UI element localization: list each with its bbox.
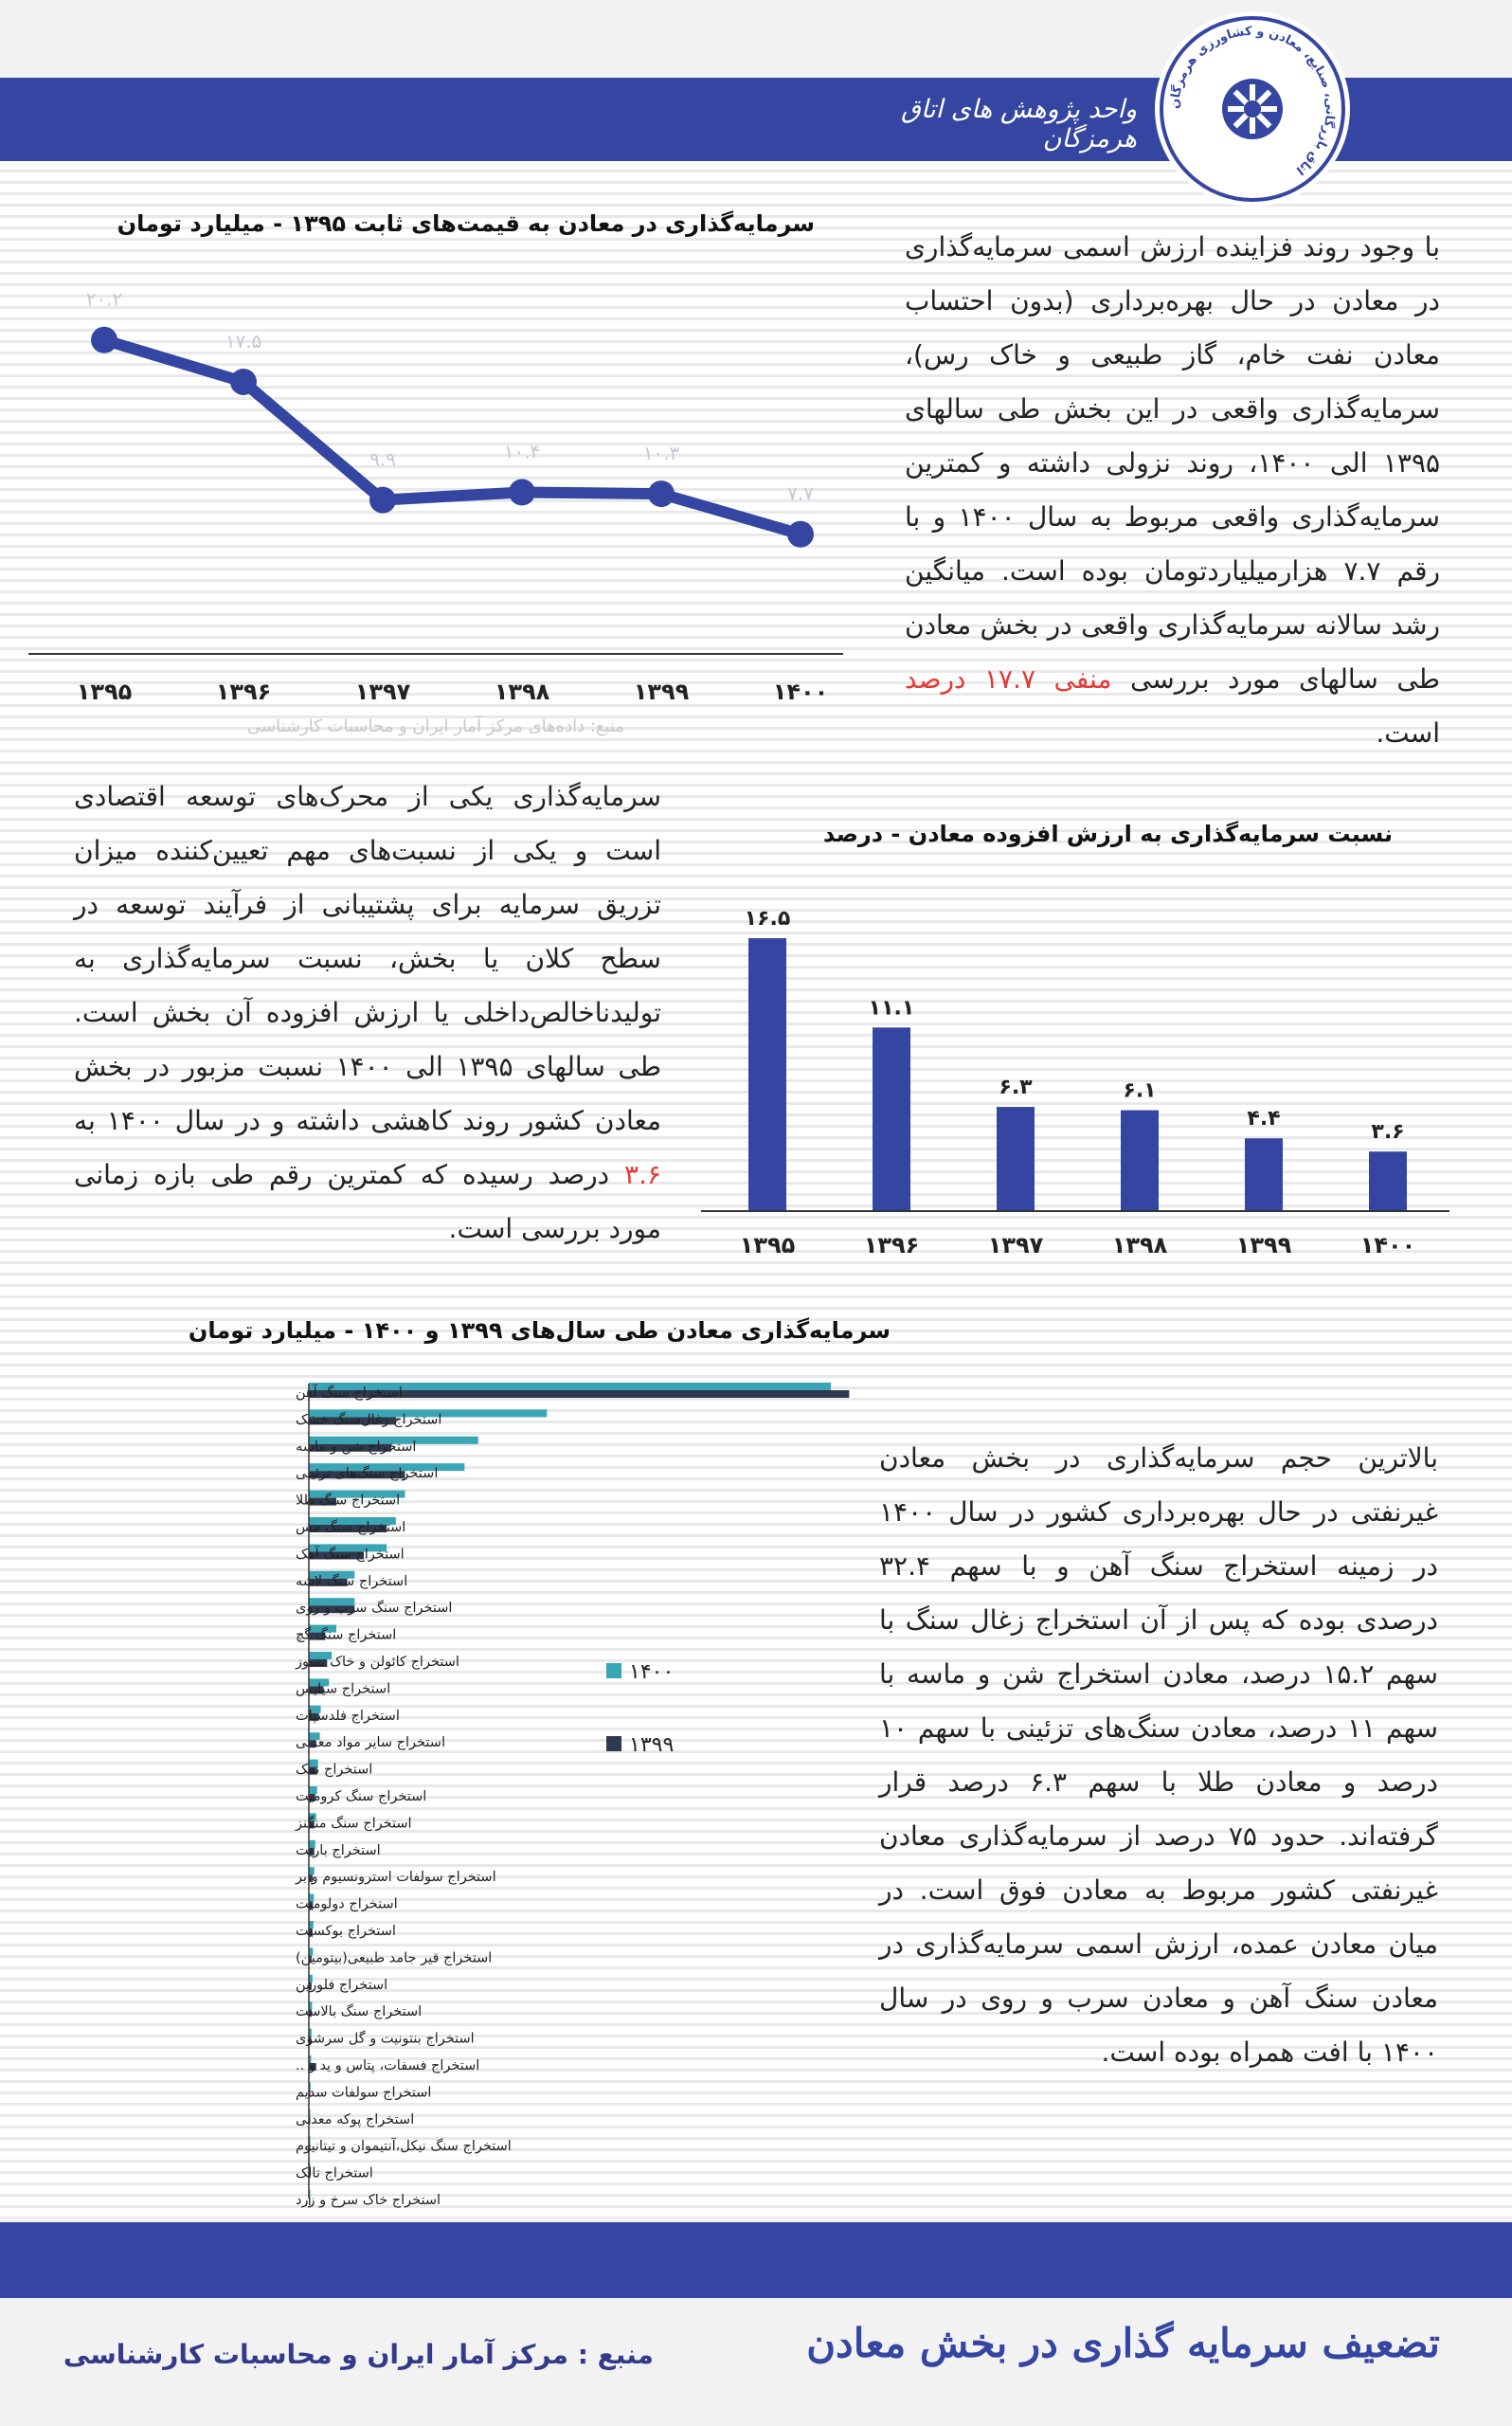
line-chart-real-investment [28, 265, 843, 739]
y-tick-label: استخراج فلورین [296, 1977, 388, 1993]
paragraph-text: است. [1376, 717, 1440, 749]
data-label: ۴.۴ [1247, 1107, 1281, 1132]
research-unit-name: واحد پژوهش های اتاق هرمزگان [900, 95, 1137, 154]
footer-band [0, 2222, 1512, 2298]
bar [1121, 1111, 1159, 1211]
x-tick-label: ۱۳۹۵ [739, 1232, 796, 1258]
chart-title-investment-ratio: نسبت سرمایه‌گذاری به ارزش افزوده معادن - درصد [822, 821, 1393, 847]
x-tick-label: ۱۳۹۹ [633, 679, 690, 705]
paragraph-text: با وجود روند فزاینده ارزش اسمی سرمایه‌گذاری در معادن در حال بهره‌برداری (بدون احتساب معادن نفت خام، گاز طبیعی و خاک رس)، سرمایه‌گذاری واقعی در این بخش طی سالهای ۱۳۹۵ الی ۱۴۰۰، روند نزولی داشته و کمترین سرمایه‌گذاری واقعی مربوط به سال ۱۴۰۰ و با رقم ۷.۷ هزارمیلیاردتومان بوده است. میانگین رشد سالانه سرمایه‌گذاری واقعی در بخش معادن طی سالهای مورد بررسی [905, 231, 1441, 695]
x-tick-label: ۱۳۹۸ [494, 679, 550, 705]
bar [997, 1107, 1035, 1211]
chart-title-real-investment: سرمایه‌گذاری در معادن به قیمت‌های ثابت ۱۳۹۵ - میلیارد تومان [117, 210, 815, 237]
y-tick-label: استخراج سنگ مس [296, 1520, 406, 1535]
x-tick-label: ۱۳۹۹ [1235, 1232, 1292, 1258]
legend-swatch-1400 [606, 1663, 621, 1678]
x-tick-label: ۱۳۹۶ [863, 1232, 920, 1258]
y-tick-label: استخراج نمک [296, 1762, 373, 1778]
footer-title: تضعیف سرمایه گذاری در بخش معادن [806, 2320, 1440, 2366]
y-tick-label: استخراج شن و ماسه [296, 1439, 417, 1455]
data-point [648, 480, 675, 507]
chart-legend [606, 1660, 674, 1757]
y-tick-label: استخراج سنگ کرومیت [296, 1789, 427, 1804]
legend-swatch-1399 [606, 1736, 621, 1751]
data-label: ۹.۹ [369, 447, 396, 471]
data-label: ۷.۷ [787, 481, 814, 505]
y-tick-label: استخراج سیلیس [296, 1681, 391, 1697]
paragraph-investment-ratio [74, 769, 661, 1256]
data-label: ۳.۶ [1371, 1120, 1405, 1145]
x-tick-label: ۱۴۰۰ [1359, 1232, 1416, 1258]
y-tick-label: استخراج سنگ طلا [296, 1493, 401, 1509]
x-tick-label: ۱۳۹۷ [354, 679, 411, 705]
legend-label-1399: ۱۳۹۹ [629, 1733, 675, 1757]
y-tick-label: استخراج سولفات استرونسیوم و بر [296, 1870, 496, 1886]
bar-chart-investment-by-mine [0, 1365, 872, 2218]
data-point [230, 369, 257, 395]
legend-label-1400: ۱۴۰۰ [629, 1660, 675, 1684]
data-point [369, 487, 396, 514]
y-tick-label: استخراج باریت [296, 1842, 381, 1858]
y-tick-label: استخراج دولومیت [296, 1896, 398, 1912]
logo-lettering: اتاق بازرگانی، صنایع، معادن و کشاورزی هرمزگان [1167, 24, 1338, 178]
data-point [509, 479, 535, 505]
highlight-growth-rate: منفی ۱۷.۷ درصد [905, 663, 1112, 695]
x-tick-label: ۱۳۹۷ [987, 1232, 1044, 1258]
data-point [91, 327, 117, 353]
y-tick-label: استخراج خاک سرخ و زرد [296, 2193, 441, 2208]
paragraph-real-investment [905, 220, 1440, 760]
y-tick-label: استخراج تالک [296, 2165, 373, 2182]
y-tick-label: استخراج سنگ آهن [296, 1385, 403, 1401]
y-tick-label: استخراج سایر مواد معدنی [296, 1735, 445, 1751]
y-tick-label: استخراج زغال‌سنگ خشک [296, 1412, 442, 1428]
y-tick-label: استخراج بوکسیت [296, 1924, 396, 1939]
bar-chart-investment-ratio [701, 862, 1449, 1279]
y-tick-label: استخراج سنگ بالاست [296, 2004, 423, 2020]
y-tick-label: استخراج سنگ نیکل،آنتیموان و تیتانیوم [296, 2139, 512, 2155]
y-tick-label: استخراج سنگ گچ [296, 1627, 397, 1643]
x-tick-label: ۱۳۹۸ [1111, 1232, 1168, 1258]
data-label: ۱۷.۵ [225, 330, 262, 353]
chart-title-investment-by-mine: سرمایه‌گذاری معادن طی سال‌های ۱۳۹۹ و ۱۴۰۰ - میلیارد تومان [188, 1317, 891, 1344]
paragraph-text: درصد رسیده که کمترین رقم طی بازه زمانی مورد بررسی است. [74, 1159, 661, 1244]
y-tick-label: استخراج سولفات سدیم [296, 2085, 432, 2101]
y-tick-label: استخراج قیر جامد طبیعی(بیتومین) [296, 1950, 493, 1966]
y-tick-label: استخراج بنتونیت و گل سرشوی [296, 2031, 475, 2047]
data-label: ۱۶.۵ [744, 907, 791, 932]
bar [873, 1027, 910, 1211]
y-tick-label: استخراج فلدسپات [296, 1708, 400, 1724]
data-label: ۲۰.۲ [85, 287, 123, 311]
paragraph-top-mines: بالاترین حجم سرمایه‌گذاری در بخش معادن غیرنفتی در حال بهره‌برداری کشور در سال ۱۴۰۰ در زمینه استخراج سنگ آهن و با سهم ۳۲.۴ درصدی بوده که پس از آن استخراج زغال سنگ با سهم ۱۵.۲ درصد، معادن استخراج شن و ماسه با سهم ۱۱ درصد، معادن سنگ‌های تزئینی با سهم ۱۰ درصد و معادن طلا با سهم ۶.۳ درصد قرار گرفته‌اند. حدود ۷۵ درصد از سرمایه‌گذاری معادن غیرنفتی کشور مربوط به معادن فوق است. در میان معادن عمده، ارزش اسمی سرمایه‌گذاری در معادن سنگ آهن و معادن سرب و روی در سال ۱۴۰۰ با افت همراه بوده است. [879, 1442, 1438, 2068]
bar [748, 938, 786, 1211]
source-note: منبع: داده‌های مرکز آمار ایران و محاسبات کارشناسی [247, 716, 624, 736]
chamber-logo [1151, 8, 1355, 211]
bar [1245, 1138, 1283, 1211]
y-tick-label: استخراج سنگ منگنز [296, 1816, 412, 1832]
y-tick-label: استخراج کائولن و خاک نسوز [296, 1655, 459, 1670]
data-label: ۱۰.۴ [503, 440, 541, 463]
y-tick-label: استخراج فسفات، پتاس و ید و .. [296, 2058, 480, 2073]
y-tick-label: استخراج سنگ لاشه [296, 1573, 408, 1589]
footer-source: منبع : مرکز آمار ایران و محاسبات کارشناسی [63, 2339, 654, 2370]
x-tick-label: ۱۳۹۵ [76, 679, 133, 705]
y-tick-label: استخراج سنگ‌های تزئینی [296, 1466, 439, 1482]
y-tick-label: استخراج سنگ آهک [296, 1547, 405, 1563]
series-line [104, 340, 801, 534]
data-label: ۶.۱ [1123, 1078, 1157, 1103]
data-label: ۶.۳ [999, 1076, 1033, 1100]
y-tick-label: استخراج سنگ سرب و روی [296, 1601, 453, 1617]
data-label: ۱۰.۳ [642, 442, 680, 465]
bar [1369, 1151, 1407, 1211]
highlight-ratio-value: ۳.۶ [624, 1159, 662, 1190]
data-label: ۱۱.۱ [868, 996, 915, 1021]
paragraph-text: سرمایه‌گذاری یکی از محرک‌های توسعه اقتصادی است و یکی از نسبت‌های مهم تعیین‌کننده میزان تزریق سرمایه برای پشتیبانی از فرآیند توسعه در سطح کلان یا بخش، نسبت سرمایه‌گذاری به تولیدناخالص‌داخلی یا ارزش افزوده آن بخش است. طی سالهای ۱۳۹۵ الی ۱۴۰۰ نسبت مزبور در بخش معادن کشور روند کاهشی داشته و در سال ۱۴۰۰ به [74, 781, 661, 1136]
y-tick-label: استخراج پوکه معدنی [296, 2111, 415, 2127]
data-point [787, 521, 814, 548]
x-tick-label: ۱۴۰۰ [772, 679, 829, 705]
x-tick-label: ۱۳۹۶ [215, 679, 272, 705]
